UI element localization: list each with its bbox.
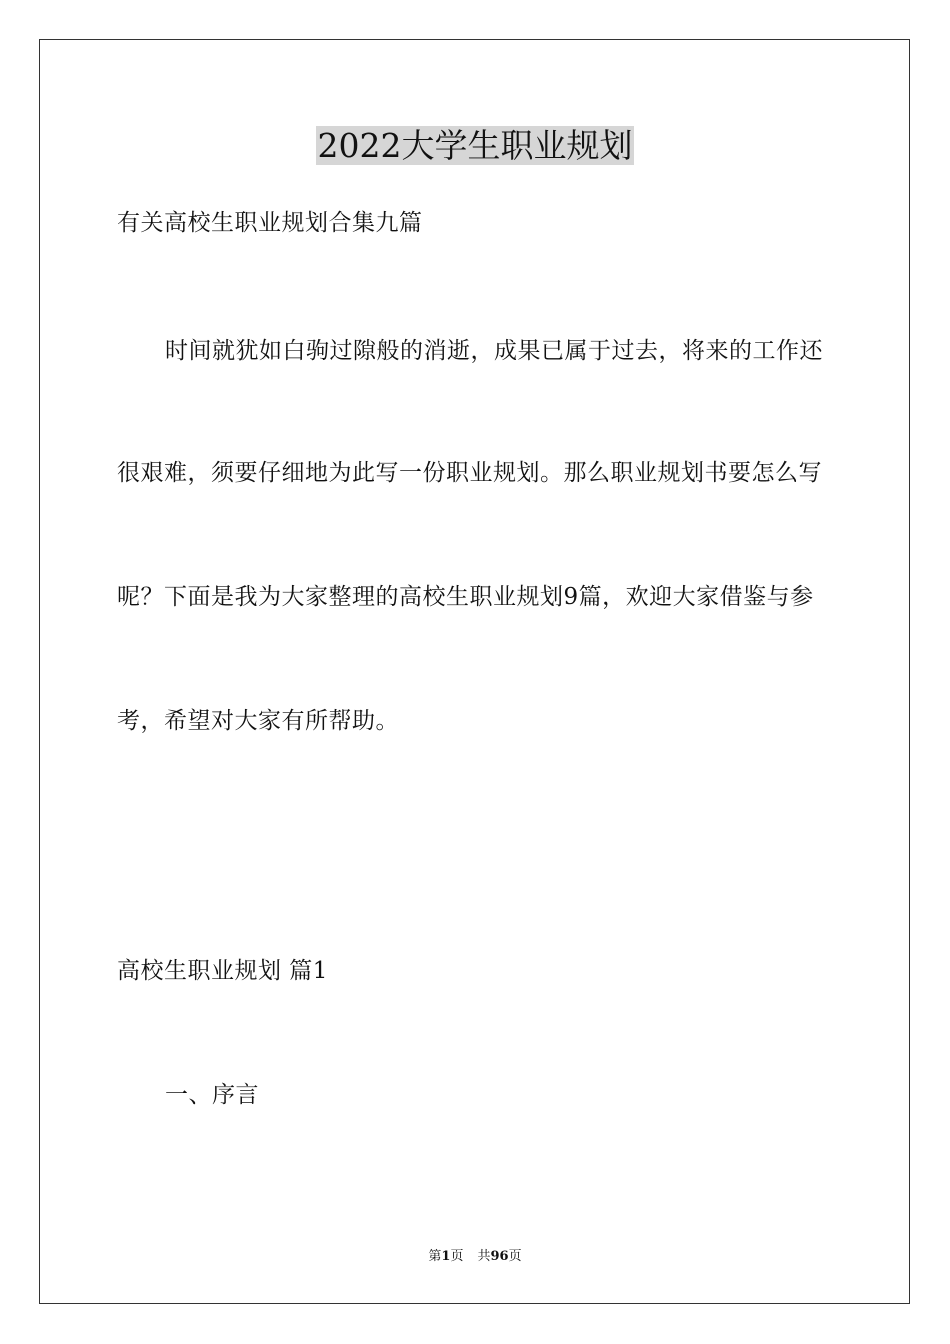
paragraph-line-1: 时间就犹如白驹过隙般的消逝，成果已属于过去，将来的工作还 — [165, 338, 823, 364]
document-subtitle: 有关高校生职业规划合集九篇 — [117, 210, 423, 236]
paragraph-line-3: 呢？下面是我为大家整理的高校生职业规划9篇，欢迎大家借鉴与参 — [117, 584, 814, 610]
section-heading: 高校生职业规划 篇1 — [117, 958, 328, 984]
paragraph-line-2: 很艰难，须要仔细地为此写一份职业规划。那么职业规划书要怎么写 — [117, 460, 822, 486]
document-title — [0, 124, 950, 168]
footer-total-suffix: 页 — [508, 1249, 522, 1264]
footer-page-prefix: 第 — [428, 1249, 442, 1264]
document-title-text: 2022大学生职业规划 — [317, 126, 633, 165]
paragraph-line-4: 考，希望对大家有所帮助。 — [117, 708, 399, 734]
page-footer — [0, 1248, 950, 1266]
footer-page-suffix: 页 — [450, 1249, 464, 1264]
footer-total-pages: 96 — [490, 1249, 509, 1264]
footer-page-number: 1 — [441, 1249, 451, 1264]
subsection-heading: 一、序言 — [165, 1082, 259, 1108]
footer-total-prefix: 共 — [477, 1249, 491, 1264]
